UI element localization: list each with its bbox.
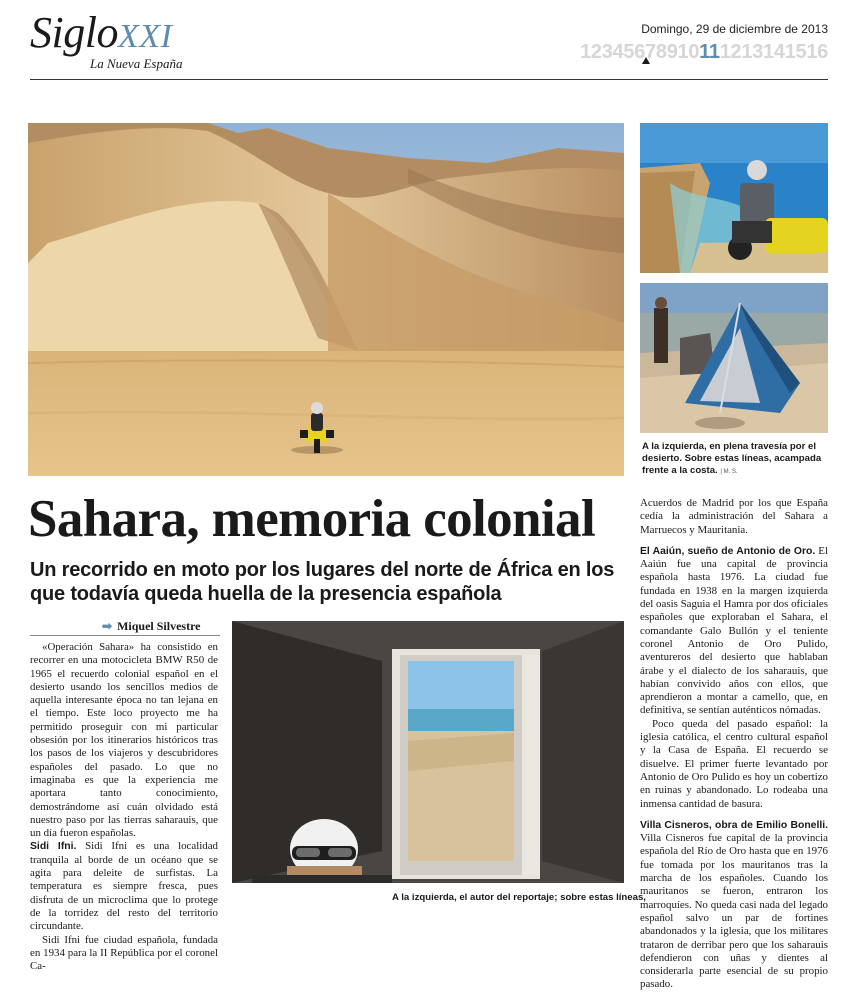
page-number-7[interactable]: 7 [645,41,656,63]
page-number-14[interactable]: 14 [763,41,785,63]
paragraph-villa-cisneros [640,819,828,992]
section-lead-sidi-ifni: Sidi Ifni. [30,841,77,853]
page-number-6[interactable]: 6 [634,41,646,63]
paragraph-text: Villa Cisneros fue capital de la provincia española del Río de Oro hasta que en 1976 fue tomada por los mauritanos tras la marcha de los españoles. Cuando los mauritanos se fueron, entraron los marroquíes. No queda casi nada del legado español salvo un par de fortines abandonados y la iglesia, que los militares trataron de derribar pero que los saharauis defendieron con uñas y dientes al considerarla parte esencial de su propio pasado. [640,832,828,991]
tent-camp-photo[interactable] [640,283,828,433]
newspaper-logo[interactable] [30,8,172,62]
page-number-12[interactable]: 12 [719,41,742,63]
page-number-11[interactable]: 11 [699,41,720,63]
paragraph-pasado-espanol: Poco queda del pasado español: la iglesia católica, el centro cultural español y la Casa de España. El recuerdo se disuelve. El primer fuerte levantado por Antonio de Oro Pulido es hoy un cobertizo en ruinas y abandonado. Lo rodeaba una inmensa cantidad de basura. [640,717,828,810]
right-photos-caption [642,441,828,478]
photo-credit: | M. S. [720,469,738,475]
page-number-4[interactable]: 4 [612,41,624,63]
masthead [30,8,830,80]
paragraph-text: El Aaiún fue una capital de provincia española hasta 1976. La ciudad fue fundada en 1938 en la margen izquierda del oasis Saguia el Hamra por dos oficiales españoles que exploraban el Sahara, el comandante Galo Bullón y el teniente coronel Antonio de Oro Pulido, aventureros del desierto que hablaban árabe y el dialecto de los saharauis, que habían convivido años con ellos, que aprendieron a montar a camello, que, en definitiva, se sentían auténticos nómadas. [640,544,828,717]
page-number-15[interactable]: 15 [784,41,807,63]
paragraph-sidi-ifni-history: Sidi Ifni fue ciudad española, fundada en 1934 para la II República por el coronel Ca- [30,933,218,973]
current-page-marker-icon [642,57,650,64]
page-number-9[interactable]: 9 [666,41,678,63]
logo-accent-text: XXI [117,18,173,55]
arrow-right-icon: ➡ [102,619,113,633]
page-number-2[interactable]: 2 [590,41,602,63]
article-column-left [30,641,218,973]
author-name[interactable]: Miquel Silvestre [117,619,201,633]
issue-date: Domingo, 29 de diciembre de 2013 [641,22,828,36]
page-number-strip [580,40,828,64]
paragraph-acuerdos: Acuerdos de Madrid por los que España cedía la administración del Sahara a Marruecos y Mauritania. [640,497,828,536]
page-number-8[interactable]: 8 [655,41,667,63]
page-number-16[interactable]: 16 [806,41,828,63]
article-headline: Sahara, memoria colonial [28,490,596,548]
logo-main-text: Siglo [30,8,118,57]
header-divider [30,79,828,80]
article-byline [102,619,201,634]
paragraph-intro: «Operación Sahara» ha consistido en recorrer en una motocicleta BMW R50 de 1965 el recuerdo colonial español en el desierto usando los sencillos medios de aquella interesante época no tan lejana en el tiempo. Este loco proyecto me ha permitido proseguir con mi particular obsesión por los itinerarios históricos tras los pasos de los viajeros y descubridores españoles del pasado. Lo que no imaginaba es que la experiencia me aportara tanto conocimiento, demostrándome así cuán olvidado está nuestro paso por las tierras saharauis, que un día fueron españolas. [30,641,218,840]
page-number-1[interactable]: 1 [580,41,591,63]
section-lead-villa-cisneros: Villa Cisneros, obra de Emilio Bonelli. [640,819,828,831]
page-number-10[interactable]: 10 [677,41,700,63]
byline-divider [30,635,220,636]
window-author-photo[interactable] [232,621,624,883]
article-subheadline: Un recorrido en moto por los lugares del norte de África en los que todavía queda huella de la presencia española [30,559,615,605]
paragraph-text: Sidi Ifni es una localidad tranquila al borde de un océano que se agita para deleite de surfistas. La temperatura es siempre fresca, pues disfruta de un microclima que lo protege de la torridez del resto del territorio circundante. [30,840,218,933]
desert-motorcycle-photo[interactable] [28,123,624,476]
paragraph-el-aaiun [640,545,828,718]
section-lead-el-aaiun: El Aaiún, sueño de Antonio de Oro. [640,545,816,557]
bottom-photo-caption: A la izquierda, el autor del reportaje; sobre estas líneas, [392,892,646,903]
coastal-motorcycle-photo[interactable] [640,123,828,273]
logo-subtitle: La Nueva España [90,56,183,71]
paragraph-sidi-ifni [30,840,218,933]
page-number-13[interactable]: 13 [741,41,764,63]
article-column-right [640,497,828,991]
caption-text: A la izquierda, en plena travesía por el desierto. Sobre estas líneas, acampada frente a la costa. [642,441,822,476]
page-number-5[interactable]: 5 [623,41,635,63]
page-number-3[interactable]: 3 [601,41,613,63]
